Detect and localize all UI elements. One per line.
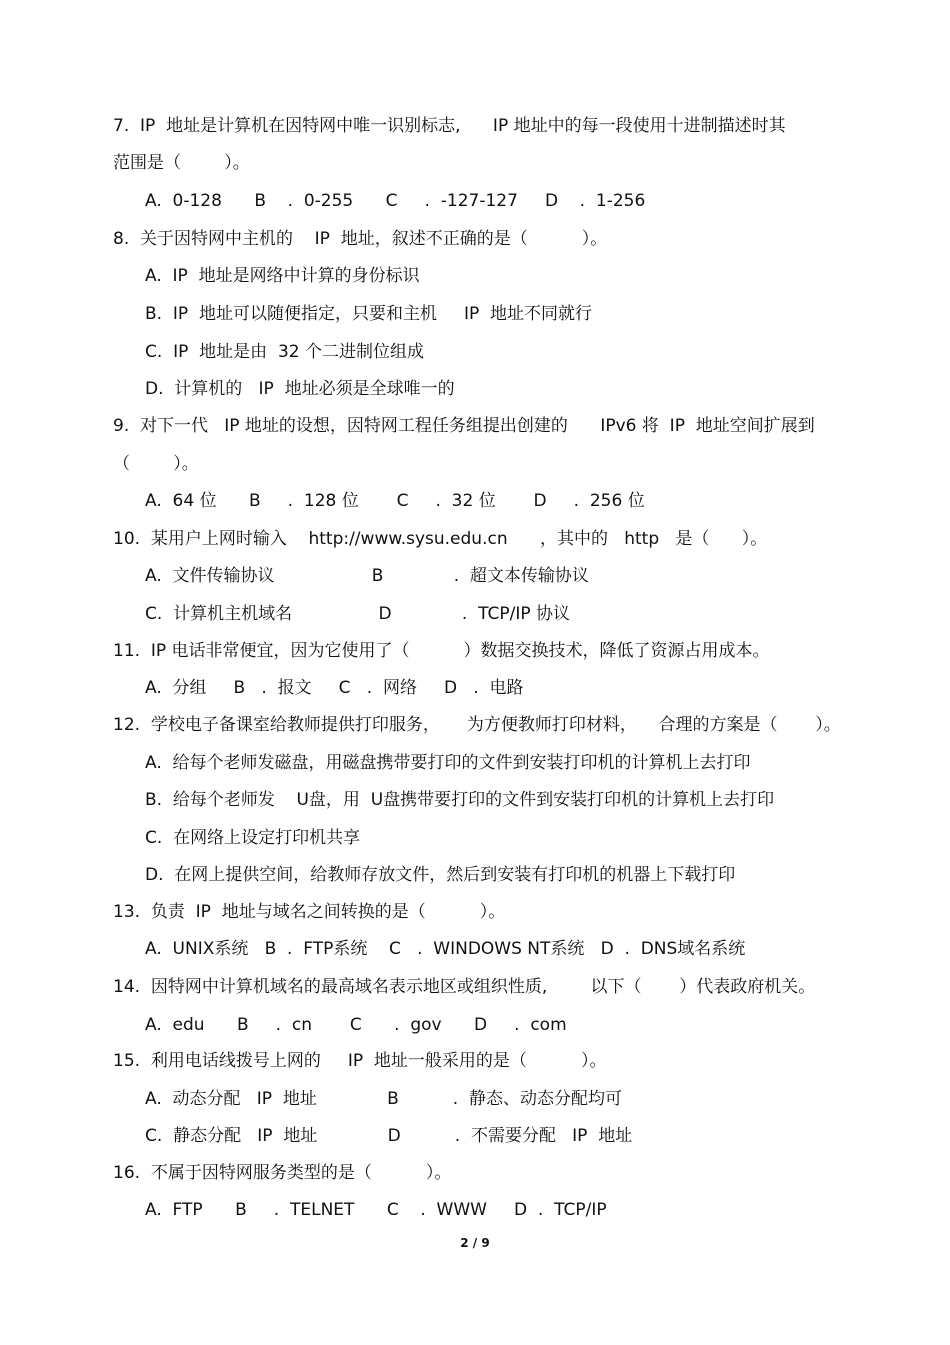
q11-stem: 11. IP 电话非常便宜，因为它使用了（ ）数据交换技术，降低了资源占用成本。 bbox=[113, 641, 770, 661]
q8-stem: 8. 关于因特网中主机的 IP 地址，叙述不正确的是（ ）。 bbox=[113, 229, 608, 249]
q15-options-cd: C. 静态分配 IP 地址 D . 不需要分配 IP 地址 bbox=[145, 1126, 633, 1146]
q9-options: A. 64 位 B . 128 位 C . 32 位 D . 256 位 bbox=[145, 491, 645, 511]
q12-stem: 12. 学校电子备课室给教师提供打印服务， 为方便教师打印材料， 合理的方案是（ ）。 bbox=[113, 715, 841, 735]
q7-options: A. 0-128 B . 0-255 C . -127-127 D . 1-256 bbox=[145, 191, 646, 211]
q8-option-b: B. IP 地址可以随便指定，只要和主机 IP 地址不同就行 bbox=[145, 304, 593, 324]
q12-option-d: D. 在网上提供空间，给教师存放文件，然后到安装有打印机的机器上下载打印 bbox=[145, 865, 736, 885]
q12-option-c: C. 在网络上设定打印机共享 bbox=[145, 828, 361, 848]
q12-option-b: B. 给每个老师发 U盘，用 U盘携带要打印的文件到安装打印机的计算机上去打印 bbox=[145, 790, 775, 810]
q12-option-a: A. 给每个老师发磁盘，用磁盘携带要打印的文件到安装打印机的计算机上去打印 bbox=[145, 753, 751, 773]
q16-options: A. FTP B . TELNET C . WWW D . TCP/IP bbox=[145, 1200, 607, 1220]
q9-line2: （ ）。 bbox=[113, 454, 199, 474]
q14-stem: 14. 因特网中计算机域名的最高域名表示地区或组织性质, 以下（ ）代表政府机关。 bbox=[113, 977, 816, 997]
q8-option-a: A. IP 地址是网络中计算的身份标识 bbox=[145, 266, 420, 286]
q7-line2: 范围是（ ）。 bbox=[113, 153, 250, 173]
q14-options: A. edu B . cn C . gov D . com bbox=[145, 1015, 567, 1035]
q15-stem: 15. 利用电话线拨号上网的 IP 地址一般采用的是（ ）。 bbox=[113, 1051, 607, 1071]
q10-stem: 10. 某用户上网时输入 http://www.sysu.edu.cn ，其中的 http 是（ ）。 bbox=[113, 529, 768, 549]
q9-line1: 9. 对下一代 IP 地址的设想，因特网工程任务组提出创建的 IPv6 将 IP 地址空间扩展到 bbox=[113, 416, 815, 436]
page-number: 2 / 9 bbox=[460, 1236, 490, 1250]
q7-line1: 7. IP 地址是计算机在因特网中唯一识别标志, IP 地址中的每一段使用十进制描述时其 bbox=[113, 116, 786, 136]
q10-options-ab: A. 文件传输协议 B . 超文本传输协议 bbox=[145, 566, 589, 586]
q8-option-d: D. 计算机的 IP 地址必须是全球唯一的 bbox=[145, 379, 455, 399]
q13-stem: 13. 负责 IP 地址与域名之间转换的是（ ）。 bbox=[113, 902, 506, 922]
q11-options: A. 分组 B . 报文 C . 网络 D . 电路 bbox=[145, 678, 524, 698]
q16-stem: 16. 不属于因特网服务类型的是（ ）。 bbox=[113, 1163, 452, 1183]
q15-options-ab: A. 动态分配 IP 地址 B . 静态、动态分配均可 bbox=[145, 1089, 622, 1109]
q13-options: A. UNIX系统 B . FTP系统 C . WINDOWS NT系统 D . DNS域名系统 bbox=[145, 939, 746, 959]
q10-options-cd: C. 计算机主机域名 D . TCP/IP 协议 bbox=[145, 604, 570, 624]
q8-option-c: C. IP 地址是由 32 个二进制位组成 bbox=[145, 342, 424, 362]
